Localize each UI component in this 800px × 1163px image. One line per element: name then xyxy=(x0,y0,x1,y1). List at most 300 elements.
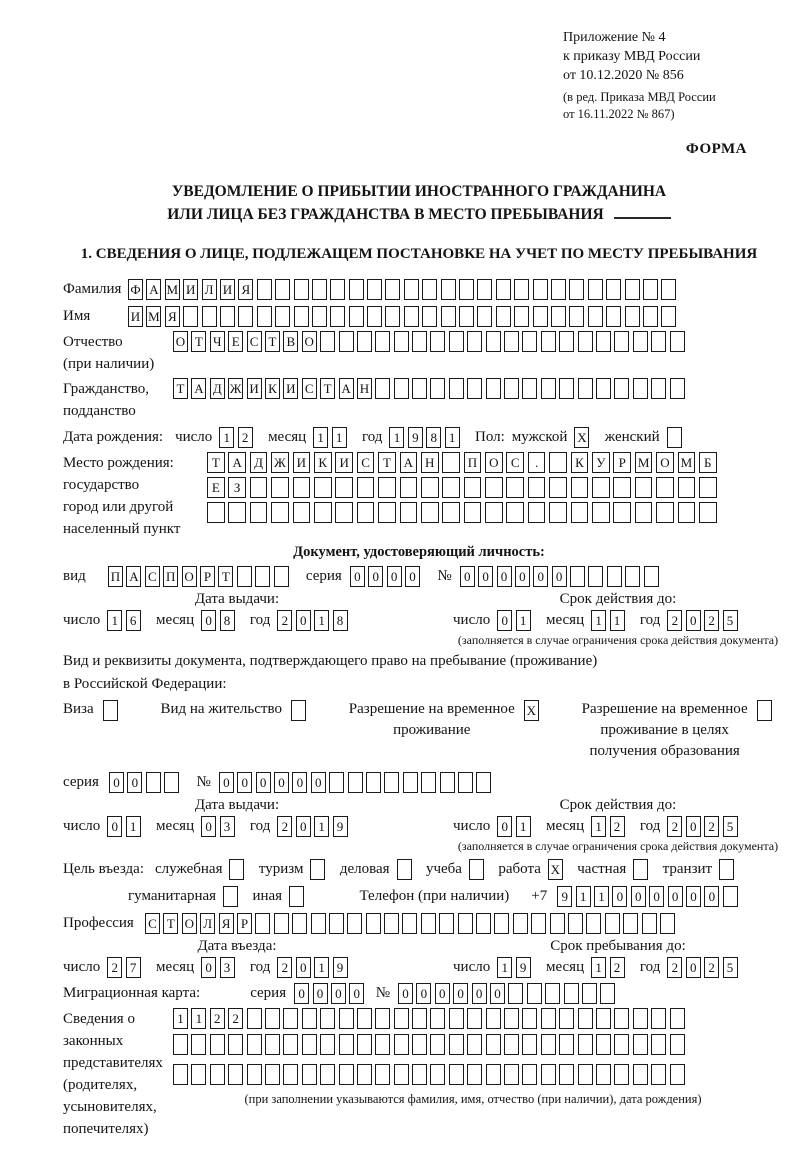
char-box[interactable]: П xyxy=(464,452,482,473)
char-box[interactable]: 2 xyxy=(107,957,122,978)
char-box[interactable] xyxy=(476,913,491,934)
char-box[interactable]: 1 xyxy=(516,816,531,837)
char-box[interactable] xyxy=(614,1064,629,1085)
char-box[interactable] xyxy=(255,566,270,587)
char-box[interactable] xyxy=(220,306,235,327)
char-box[interactable]: Т xyxy=(173,378,188,399)
char-box[interactable]: О xyxy=(182,566,197,587)
char-box[interactable] xyxy=(404,306,419,327)
char-box[interactable]: Т xyxy=(207,452,225,473)
char-box[interactable] xyxy=(660,913,675,934)
char-box[interactable] xyxy=(320,1064,335,1085)
char-box[interactable]: 0 xyxy=(552,566,567,587)
char-box[interactable] xyxy=(467,1008,482,1029)
char-box[interactable] xyxy=(614,378,629,399)
char-box[interactable] xyxy=(191,1034,206,1055)
char-box[interactable] xyxy=(699,502,717,523)
char-box[interactable] xyxy=(533,306,548,327)
char-box[interactable]: Я xyxy=(219,913,234,934)
char-box[interactable] xyxy=(477,306,492,327)
char-box[interactable] xyxy=(633,1008,648,1029)
char-box[interactable]: 1 xyxy=(445,427,460,448)
char-box[interactable] xyxy=(210,1064,225,1085)
char-box[interactable] xyxy=(623,913,638,934)
char-box[interactable]: А xyxy=(339,378,354,399)
char-box[interactable]: 0 xyxy=(219,772,234,793)
char-box[interactable]: 1 xyxy=(591,957,606,978)
char-box[interactable] xyxy=(485,502,503,523)
char-box[interactable]: Е xyxy=(228,331,243,352)
char-box[interactable] xyxy=(349,279,364,300)
business-checkbox[interactable] xyxy=(397,859,415,880)
char-box[interactable] xyxy=(588,306,603,327)
char-box[interactable]: Я xyxy=(165,306,180,327)
char-box[interactable] xyxy=(551,306,566,327)
char-box[interactable]: 0 xyxy=(201,610,216,631)
char-box[interactable] xyxy=(467,378,482,399)
char-box[interactable] xyxy=(349,306,364,327)
char-box[interactable] xyxy=(367,279,382,300)
char-box[interactable]: 8 xyxy=(426,427,441,448)
char-box[interactable] xyxy=(614,331,629,352)
char-box[interactable] xyxy=(422,306,437,327)
char-box[interactable] xyxy=(605,913,620,934)
char-box[interactable]: 2 xyxy=(704,816,719,837)
char-box[interactable]: И xyxy=(128,306,143,327)
char-box[interactable]: 0 xyxy=(349,983,364,1004)
char-box[interactable]: 8 xyxy=(333,610,348,631)
char-box[interactable]: 2 xyxy=(277,957,292,978)
char-box[interactable] xyxy=(633,378,648,399)
char-box[interactable]: 1 xyxy=(107,610,122,631)
char-box[interactable] xyxy=(571,477,589,498)
char-box[interactable] xyxy=(504,331,519,352)
char-box[interactable] xyxy=(283,1008,298,1029)
char-box[interactable] xyxy=(670,1064,685,1085)
char-box[interactable] xyxy=(329,913,344,934)
char-box[interactable] xyxy=(596,1064,611,1085)
char-box[interactable] xyxy=(312,279,327,300)
char-box[interactable]: 0 xyxy=(296,816,311,837)
char-box[interactable] xyxy=(531,913,546,934)
char-box[interactable] xyxy=(458,772,473,793)
char-box[interactable] xyxy=(467,1034,482,1055)
char-box[interactable]: 0 xyxy=(107,816,122,837)
char-box[interactable]: Д xyxy=(250,452,268,473)
char-box[interactable] xyxy=(606,306,621,327)
tourism-checkbox[interactable] xyxy=(310,859,328,880)
char-box[interactable] xyxy=(607,566,622,587)
char-box[interactable] xyxy=(643,279,658,300)
char-box[interactable] xyxy=(330,306,345,327)
char-box[interactable]: Т xyxy=(265,331,280,352)
char-box[interactable]: 0 xyxy=(368,566,383,587)
char-box[interactable]: С xyxy=(145,566,160,587)
char-box[interactable] xyxy=(449,1008,464,1029)
char-box[interactable]: 1 xyxy=(497,957,512,978)
residence-permit-checkbox[interactable] xyxy=(291,700,309,721)
temporary-residence-education-checkbox[interactable] xyxy=(757,700,775,721)
char-box[interactable]: 0 xyxy=(311,772,326,793)
char-box[interactable]: Т xyxy=(320,378,335,399)
char-box[interactable]: 1 xyxy=(173,1008,188,1029)
char-box[interactable] xyxy=(656,477,674,498)
char-box[interactable]: 1 xyxy=(591,816,606,837)
char-box[interactable] xyxy=(183,306,198,327)
char-box[interactable] xyxy=(339,1008,354,1029)
char-box[interactable] xyxy=(173,1064,188,1085)
char-box[interactable] xyxy=(633,1064,648,1085)
char-box[interactable]: О xyxy=(182,913,197,934)
char-box[interactable] xyxy=(320,331,335,352)
char-box[interactable]: И xyxy=(293,452,311,473)
char-box[interactable] xyxy=(378,502,396,523)
char-box[interactable] xyxy=(250,502,268,523)
char-box[interactable] xyxy=(312,306,327,327)
char-box[interactable] xyxy=(670,378,685,399)
char-box[interactable] xyxy=(467,1064,482,1085)
char-box[interactable] xyxy=(283,1034,298,1055)
char-box[interactable] xyxy=(559,1064,574,1085)
char-box[interactable]: И xyxy=(183,279,198,300)
char-box[interactable]: 9 xyxy=(408,427,423,448)
char-box[interactable]: Т xyxy=(378,452,396,473)
char-box[interactable] xyxy=(314,477,332,498)
char-box[interactable] xyxy=(375,1008,390,1029)
female-checkbox[interactable] xyxy=(667,427,685,448)
char-box[interactable]: А xyxy=(191,378,206,399)
char-box[interactable]: 1 xyxy=(610,610,625,631)
char-box[interactable] xyxy=(275,279,290,300)
char-box[interactable] xyxy=(289,886,304,907)
char-box[interactable]: 1 xyxy=(126,816,141,837)
char-box[interactable]: 2 xyxy=(610,816,625,837)
char-box[interactable]: 0 xyxy=(274,772,289,793)
char-box[interactable] xyxy=(508,983,523,1004)
char-box[interactable] xyxy=(486,1008,501,1029)
char-box[interactable]: 0 xyxy=(405,566,420,587)
char-box[interactable]: 0 xyxy=(478,566,493,587)
char-box[interactable]: О xyxy=(485,452,503,473)
char-box[interactable] xyxy=(592,502,610,523)
char-box[interactable] xyxy=(311,913,326,934)
char-box[interactable]: 0 xyxy=(453,983,468,1004)
char-box[interactable] xyxy=(569,306,584,327)
char-box[interactable] xyxy=(670,331,685,352)
char-box[interactable]: М xyxy=(678,452,696,473)
char-box[interactable]: 1 xyxy=(314,816,329,837)
char-box[interactable] xyxy=(506,502,524,523)
char-box[interactable] xyxy=(459,306,474,327)
char-box[interactable] xyxy=(375,1064,390,1085)
char-box[interactable] xyxy=(378,477,396,498)
char-box[interactable] xyxy=(173,1034,188,1055)
char-box[interactable] xyxy=(504,1064,519,1085)
char-box[interactable]: Л xyxy=(200,913,215,934)
char-box[interactable] xyxy=(403,772,418,793)
char-box[interactable]: 0 xyxy=(631,886,646,907)
char-box[interactable]: Т xyxy=(218,566,233,587)
char-box[interactable]: 0 xyxy=(350,566,365,587)
char-box[interactable]: 0 xyxy=(460,566,475,587)
char-box[interactable] xyxy=(522,1008,537,1029)
char-box[interactable] xyxy=(578,1008,593,1029)
char-box[interactable] xyxy=(514,279,529,300)
char-box[interactable]: Ж xyxy=(228,378,243,399)
char-box[interactable] xyxy=(202,306,217,327)
char-box[interactable] xyxy=(522,331,537,352)
char-box[interactable]: 1 xyxy=(516,610,531,631)
char-box[interactable] xyxy=(265,1008,280,1029)
char-box[interactable]: 5 xyxy=(723,957,738,978)
char-box[interactable] xyxy=(292,913,307,934)
char-box[interactable] xyxy=(486,378,501,399)
char-box[interactable]: С xyxy=(357,452,375,473)
char-box[interactable] xyxy=(103,700,118,721)
official-checkbox[interactable] xyxy=(229,859,247,880)
char-box[interactable] xyxy=(596,1008,611,1029)
char-box[interactable] xyxy=(633,1034,648,1055)
char-box[interactable]: М xyxy=(165,279,180,300)
char-box[interactable] xyxy=(348,772,363,793)
char-box[interactable]: С xyxy=(145,913,160,934)
char-box[interactable] xyxy=(449,1064,464,1085)
char-box[interactable] xyxy=(661,279,676,300)
char-box[interactable]: 2 xyxy=(704,957,719,978)
char-box[interactable]: И xyxy=(335,452,353,473)
char-box[interactable]: И xyxy=(283,378,298,399)
char-box[interactable] xyxy=(596,378,611,399)
char-box[interactable] xyxy=(569,279,584,300)
char-box[interactable]: 0 xyxy=(127,772,142,793)
char-box[interactable] xyxy=(238,306,253,327)
char-box[interactable] xyxy=(449,378,464,399)
char-box[interactable] xyxy=(394,378,409,399)
char-box[interactable]: X xyxy=(548,859,563,880)
char-box[interactable] xyxy=(559,331,574,352)
char-box[interactable] xyxy=(229,859,244,880)
char-box[interactable]: 1 xyxy=(314,610,329,631)
char-box[interactable] xyxy=(320,1008,335,1029)
char-box[interactable]: Т xyxy=(191,331,206,352)
char-box[interactable] xyxy=(394,1034,409,1055)
char-box[interactable] xyxy=(441,306,456,327)
char-box[interactable]: 0 xyxy=(294,983,309,1004)
char-box[interactable] xyxy=(541,1008,556,1029)
temporary-residence-checkbox[interactable] xyxy=(524,700,542,721)
char-box[interactable] xyxy=(549,477,567,498)
char-box[interactable] xyxy=(550,913,565,934)
char-box[interactable] xyxy=(274,566,289,587)
char-box[interactable]: 2 xyxy=(667,816,682,837)
char-box[interactable] xyxy=(430,1034,445,1055)
char-box[interactable] xyxy=(614,1034,629,1055)
char-box[interactable] xyxy=(430,378,445,399)
char-box[interactable] xyxy=(357,477,375,498)
private-checkbox[interactable] xyxy=(633,859,651,880)
char-box[interactable] xyxy=(412,1008,427,1029)
char-box[interactable] xyxy=(265,1064,280,1085)
char-box[interactable]: 2 xyxy=(610,957,625,978)
char-box[interactable] xyxy=(559,1034,574,1055)
char-box[interactable]: О xyxy=(302,331,317,352)
char-box[interactable] xyxy=(477,279,492,300)
char-box[interactable] xyxy=(366,772,381,793)
char-box[interactable]: И xyxy=(220,279,235,300)
char-box[interactable] xyxy=(551,279,566,300)
char-box[interactable] xyxy=(430,1008,445,1029)
char-box[interactable] xyxy=(271,477,289,498)
char-box[interactable] xyxy=(302,1008,317,1029)
char-box[interactable] xyxy=(651,331,666,352)
char-box[interactable] xyxy=(670,1008,685,1029)
char-box[interactable] xyxy=(541,1064,556,1085)
char-box[interactable] xyxy=(394,1064,409,1085)
char-box[interactable] xyxy=(486,1034,501,1055)
char-box[interactable]: 2 xyxy=(210,1008,225,1029)
char-box[interactable] xyxy=(330,279,345,300)
char-box[interactable] xyxy=(486,1064,501,1085)
male-checkbox[interactable] xyxy=(574,427,592,448)
char-box[interactable] xyxy=(578,1064,593,1085)
char-box[interactable]: З xyxy=(228,477,246,498)
char-box[interactable]: М xyxy=(146,306,161,327)
char-box[interactable] xyxy=(564,983,579,1004)
char-box[interactable]: К xyxy=(314,452,332,473)
char-box[interactable] xyxy=(412,1034,427,1055)
char-box[interactable] xyxy=(257,306,272,327)
char-box[interactable] xyxy=(600,983,615,1004)
char-box[interactable] xyxy=(247,1008,262,1029)
char-box[interactable]: К xyxy=(265,378,280,399)
char-box[interactable] xyxy=(723,886,738,907)
char-box[interactable] xyxy=(643,306,658,327)
char-box[interactable]: 2 xyxy=(277,610,292,631)
char-box[interactable] xyxy=(228,1064,243,1085)
char-box[interactable] xyxy=(486,331,501,352)
char-box[interactable] xyxy=(302,1034,317,1055)
char-box[interactable] xyxy=(504,1034,519,1055)
char-box[interactable]: 1 xyxy=(389,427,404,448)
visa-checkbox[interactable] xyxy=(103,700,121,721)
char-box[interactable] xyxy=(442,502,460,523)
char-box[interactable]: X xyxy=(574,427,589,448)
char-box[interactable]: 5 xyxy=(723,816,738,837)
char-box[interactable]: 2 xyxy=(228,1008,243,1029)
char-box[interactable] xyxy=(265,1034,280,1055)
char-box[interactable] xyxy=(314,502,332,523)
char-box[interactable]: 2 xyxy=(667,610,682,631)
char-box[interactable] xyxy=(757,700,772,721)
char-box[interactable] xyxy=(385,279,400,300)
char-box[interactable] xyxy=(667,427,682,448)
char-box[interactable] xyxy=(642,913,657,934)
char-box[interactable] xyxy=(513,913,528,934)
char-box[interactable]: А xyxy=(126,566,141,587)
char-box[interactable]: Ж xyxy=(271,452,289,473)
char-box[interactable]: 0 xyxy=(201,957,216,978)
char-box[interactable]: О xyxy=(656,452,674,473)
char-box[interactable] xyxy=(699,477,717,498)
char-box[interactable]: 0 xyxy=(331,983,346,1004)
char-box[interactable] xyxy=(294,306,309,327)
char-box[interactable]: Н xyxy=(421,452,439,473)
char-box[interactable] xyxy=(541,378,556,399)
char-box[interactable]: 9 xyxy=(557,886,572,907)
char-box[interactable] xyxy=(404,279,419,300)
char-box[interactable] xyxy=(588,279,603,300)
char-box[interactable]: 0 xyxy=(515,566,530,587)
char-box[interactable]: 0 xyxy=(435,983,450,1004)
char-box[interactable] xyxy=(384,913,399,934)
char-box[interactable] xyxy=(578,378,593,399)
char-box[interactable]: 0 xyxy=(256,772,271,793)
char-box[interactable]: П xyxy=(108,566,123,587)
char-box[interactable] xyxy=(207,502,225,523)
char-box[interactable] xyxy=(545,983,560,1004)
char-box[interactable] xyxy=(464,502,482,523)
char-box[interactable]: Л xyxy=(202,279,217,300)
char-box[interactable] xyxy=(670,1034,685,1055)
study-checkbox[interactable] xyxy=(469,859,487,880)
char-box[interactable]: 0 xyxy=(649,886,664,907)
char-box[interactable] xyxy=(394,331,409,352)
char-box[interactable]: Р xyxy=(613,452,631,473)
char-box[interactable] xyxy=(421,913,436,934)
char-box[interactable] xyxy=(247,1064,262,1085)
char-box[interactable] xyxy=(506,477,524,498)
char-box[interactable] xyxy=(464,477,482,498)
char-box[interactable]: 1 xyxy=(313,427,328,448)
char-box[interactable] xyxy=(527,983,542,1004)
char-box[interactable] xyxy=(402,913,417,934)
char-box[interactable] xyxy=(656,502,674,523)
char-box[interactable]: 0 xyxy=(497,610,512,631)
char-box[interactable] xyxy=(375,378,390,399)
char-box[interactable] xyxy=(504,1008,519,1029)
char-box[interactable] xyxy=(644,566,659,587)
char-box[interactable] xyxy=(458,913,473,934)
char-box[interactable] xyxy=(293,477,311,498)
char-box[interactable] xyxy=(588,566,603,587)
char-box[interactable]: Ф xyxy=(128,279,143,300)
char-box[interactable] xyxy=(191,1064,206,1085)
char-box[interactable]: 0 xyxy=(313,983,328,1004)
char-box[interactable]: 0 xyxy=(472,983,487,1004)
char-box[interactable] xyxy=(357,331,372,352)
char-box[interactable] xyxy=(651,378,666,399)
char-box[interactable] xyxy=(400,477,418,498)
char-box[interactable]: 1 xyxy=(594,886,609,907)
char-box[interactable] xyxy=(397,859,412,880)
char-box[interactable]: 0 xyxy=(490,983,505,1004)
char-box[interactable] xyxy=(375,331,390,352)
char-box[interactable]: Р xyxy=(237,913,252,934)
work-checkbox[interactable] xyxy=(548,859,566,880)
char-box[interactable]: 0 xyxy=(398,983,413,1004)
char-box[interactable]: 1 xyxy=(219,427,234,448)
char-box[interactable] xyxy=(476,772,491,793)
char-box[interactable] xyxy=(283,1064,298,1085)
char-box[interactable] xyxy=(578,331,593,352)
char-box[interactable] xyxy=(442,477,460,498)
char-box[interactable]: Н xyxy=(357,378,372,399)
char-box[interactable] xyxy=(496,306,511,327)
char-box[interactable]: 8 xyxy=(220,610,235,631)
char-box[interactable]: 2 xyxy=(667,957,682,978)
char-box[interactable] xyxy=(586,913,601,934)
char-box[interactable] xyxy=(335,502,353,523)
